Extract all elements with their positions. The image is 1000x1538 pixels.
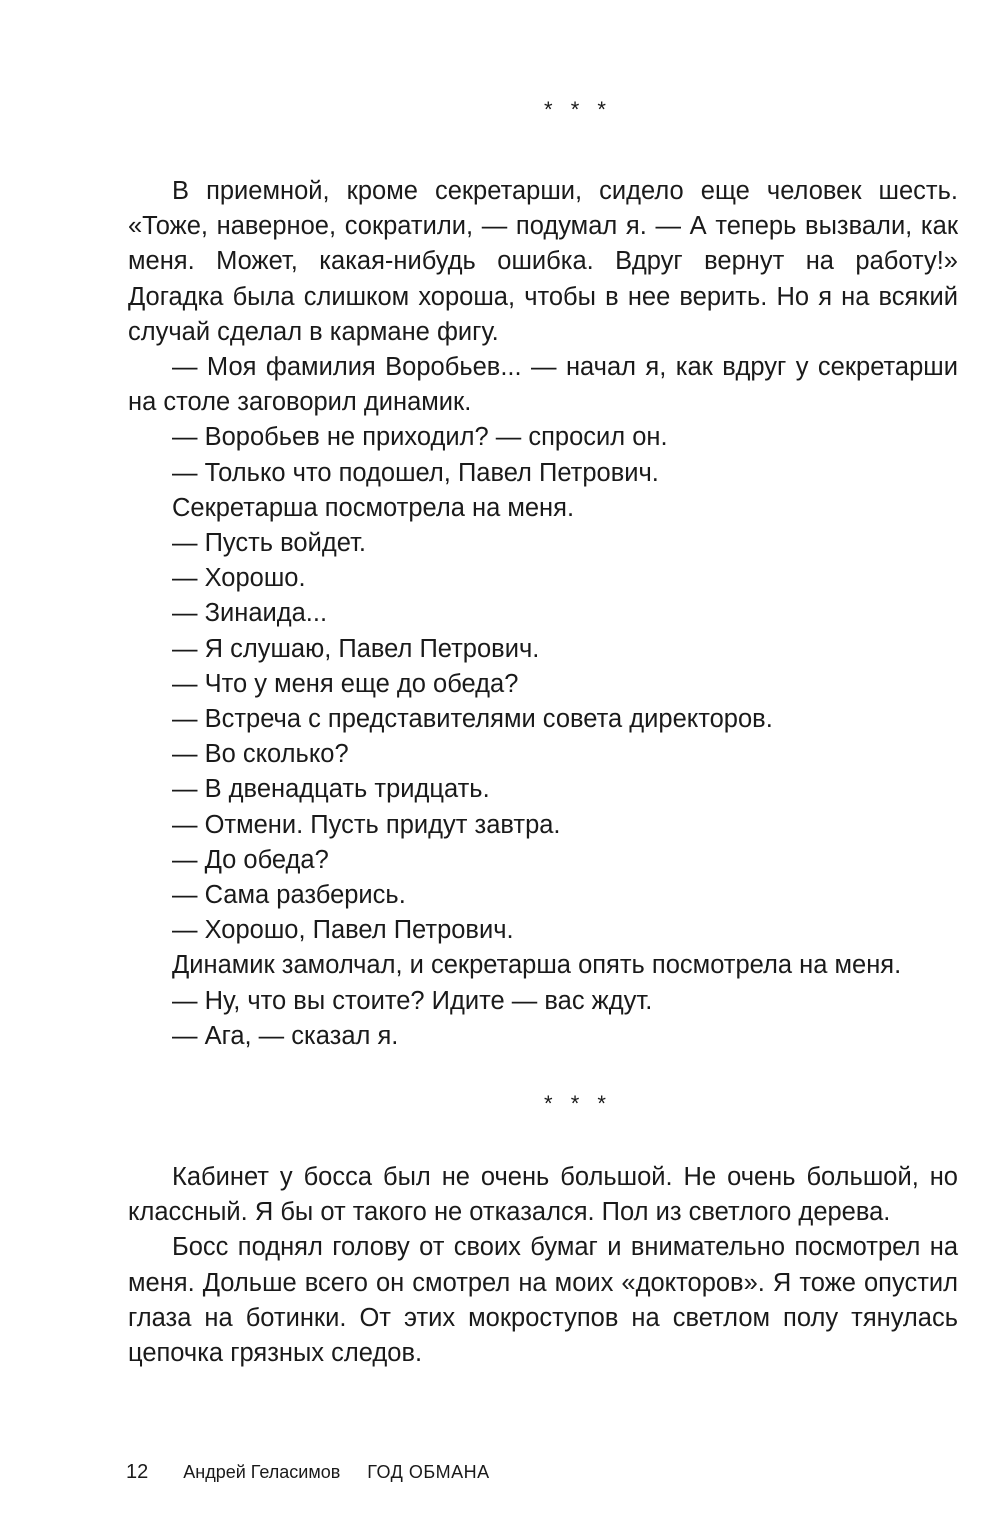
paragraph: В приемной, кроме секретарши, сидело еще человек шесть. «Тоже, наверное, сократили, — подумал я. — А теперь вызвали, как меня. Может, какая-нибудь ошибка. Вдруг вернут на работу!» Догадка была слишком хороша, чтобы в нее верить. Но я на всякий случай сделал в кармане фигу. xyxy=(128,177,958,346)
page-number: 12 xyxy=(126,1461,149,1483)
page-body xyxy=(128,96,958,1371)
dialogue-line: — Зинаида... xyxy=(172,599,328,628)
author-name: Андрей Геласимов xyxy=(183,1462,341,1482)
dialogue-line: — Во сколько? xyxy=(172,740,349,769)
dialogue-line: — Что у меня еще до обеда? xyxy=(172,669,519,698)
dialogue-line: — Воробьев не приходил? — спросил он. xyxy=(172,423,668,452)
dialogue-line: — Пусть войдет. xyxy=(172,529,367,558)
dialogue-line: Секретарша посмотрела на меня. xyxy=(172,493,575,522)
dialogue-line: — Хорошо. xyxy=(172,564,306,593)
dialogue-line: — Отмени. Пусть придут завтра. xyxy=(172,810,561,839)
dialogue-line: — Только что подошел, Павел Петрович. xyxy=(172,458,659,487)
dialogue-line: — Ну, что вы стоите? Идите — вас ждут. xyxy=(172,986,653,1015)
section-separator: * * * xyxy=(544,1091,612,1117)
dialogue-line: — До обеда? xyxy=(172,845,329,874)
paragraph: Кабинет у босса был не очень большой. Не очень большой, но классный. Я бы от такого не отказался. Пол из светлого дерева. xyxy=(128,1163,958,1227)
dialogue-line: — Я слушаю, Павел Петрович. xyxy=(172,634,540,663)
dialogue-line: — Сама разберись. xyxy=(172,881,406,910)
book-title: ГОД ОБМАНА xyxy=(367,1462,490,1482)
paragraph: — Моя фамилия Воробьев... — начал я, как вдруг у секретарши на столе заговорил динамик. xyxy=(128,353,958,417)
running-footer xyxy=(126,1460,490,1484)
paragraph: Босс поднял голову от своих бумаг и внимательно посмотрел на меня. Дольше всего он смотрел на моих «докторов». Я тоже опустил глаза на ботинки. От этих мокроступов на светлом полу тянулась цепочка грязных следов. xyxy=(128,1233,958,1368)
dialogue-line: Динамик замолчал, и секретарша опять посмотрела на меня. xyxy=(172,951,902,980)
dialogue-line: — Встреча с представителями совета директоров. xyxy=(172,705,773,734)
dialogue-line: — Хорошо, Павел Петрович. xyxy=(172,916,514,945)
section-separator: * * * xyxy=(544,97,612,122)
dialogue-line: — В двенадцать тридцать. xyxy=(172,775,490,804)
dialogue-line: — Ага, — сказал я. xyxy=(172,1021,399,1050)
